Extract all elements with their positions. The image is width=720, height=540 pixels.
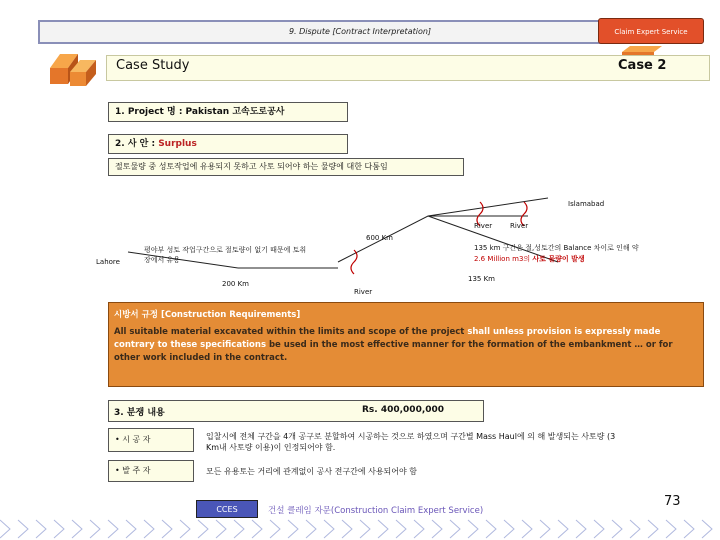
chevron-mark (558, 520, 568, 538)
project-name-box: 1. Project 명 : Pakistan 고속도로공사 (108, 102, 348, 122)
chevron-mark (306, 520, 316, 538)
chevron-mark (36, 520, 46, 538)
chevron-mark (180, 520, 190, 538)
case-number-label: Case 2 (618, 58, 667, 73)
contractor-text: 입찰시에 전체 구간을 4개 공구로 분할하여 시공하는 것으로 하였으며 구간별 Mass Haul에 의 해 발생되는 사토량 (3 Km내 사토량 이용)이 인정되어야 함. (206, 432, 616, 452)
chevron-mark (648, 520, 658, 538)
chevron-mark (18, 520, 28, 538)
chevron-mark (108, 520, 118, 538)
chevron-mark (216, 520, 226, 538)
issue-description: 절토물량 중 성토작업에 유용되지 못하고 사토 되어야 하는 물량에 대한 다툼임 (108, 158, 464, 176)
river-top1-label: River (474, 222, 493, 230)
issue-value: Surplus (158, 139, 197, 149)
balance-note-line1: 135 km 구간은 절,성토간의 Balance 차이로 인해 약 (474, 244, 639, 252)
route-diagram (88, 192, 700, 302)
dispute-amount: Rs. 400,000,000 (362, 405, 445, 415)
chevron-mark (504, 520, 514, 538)
chevron-mark (666, 520, 676, 538)
chevron-mark (72, 520, 82, 538)
balance-line2-pre: 2.6 Million m3의 (474, 255, 533, 263)
dispute-title: 3. 분쟁 내용 (114, 408, 165, 418)
chevron-mark (396, 520, 406, 538)
balance-line2-highlight: 사토 물량이 발생 (532, 255, 585, 263)
chevron-mark (324, 520, 334, 538)
cces-button[interactable]: CCES (196, 500, 258, 518)
distance-600-label: 600 Km (366, 234, 393, 242)
distance-135-label: 135 Km (468, 275, 495, 283)
case-study-label: Case Study (116, 58, 190, 73)
footer-text: 건설 클레임 자문(Construction Claim Expert Service) (268, 506, 484, 516)
chevron-mark (360, 520, 370, 538)
spec-title: 시방서 규정 [Construction Requirements] (114, 310, 301, 320)
chevron-mark (576, 520, 586, 538)
chevron-mark (162, 520, 172, 538)
spec-text (114, 326, 696, 365)
employer-text: 모든 유용토는 거리에 관계없이 공사 전구간에 사용되어야 함 (206, 467, 417, 476)
chevron-mark (594, 520, 604, 538)
chevron-mark (540, 520, 550, 538)
spec-text-part3: be used in the most effective manner for the formation of the embankment … or for other work included in the contract. (114, 340, 673, 363)
river-bottom-label: River (354, 288, 373, 296)
claim-expert-badge: Claim Expert Service (598, 18, 704, 44)
issue-box (108, 134, 348, 154)
islamabad-label: Islamabad (568, 200, 605, 208)
chevron-mark (378, 520, 388, 538)
route-branch-upper (428, 198, 548, 216)
cube-logo-icon (48, 50, 98, 88)
chevron-mark (450, 520, 460, 538)
employer-label: • 발 주 자 (108, 460, 194, 482)
river-top2-label: River (510, 222, 529, 230)
chevron-mark (126, 520, 136, 538)
spec-text-part2: shall unless provision is expressly made contrary to these specifications (114, 327, 661, 350)
chevron-mark (702, 520, 712, 538)
chevron-mark (288, 520, 298, 538)
lahore-label: Lahore (96, 258, 120, 266)
contractor-label: • 시 공 자 (108, 428, 194, 452)
chevron-mark (0, 520, 10, 538)
chevron-mark (252, 520, 262, 538)
distance-200-label: 200 Km (222, 280, 249, 288)
page-number: 73 (664, 494, 681, 509)
chevron-mark (234, 520, 244, 538)
header-title: 9. Dispute [Contract Interpretation] (288, 27, 432, 36)
chevron-mark (90, 520, 100, 538)
balance-note-line2 (474, 254, 585, 263)
chevron-mark (414, 520, 424, 538)
plain-note-line2: 장에서 유용 (144, 256, 181, 264)
chevron-mark (612, 520, 622, 538)
chevron-mark (198, 520, 208, 538)
spec-text-part1: All suitable material excavated within the limits and scope of the project (114, 327, 468, 337)
chevron-mark (342, 520, 352, 538)
chevron-mark (522, 520, 532, 538)
chevron-mark (270, 520, 280, 538)
chevron-mark (144, 520, 154, 538)
chevron-mark (630, 520, 640, 538)
chevron-mark (684, 520, 694, 538)
chevron-mark (468, 520, 478, 538)
issue-prefix: 2. 사 안 : (115, 139, 159, 149)
chevron-mark (432, 520, 442, 538)
plain-note-line1: 평야부 성토 작업구간으로 절토량이 없기 때문에 토취 (144, 246, 307, 254)
chevron-mark (486, 520, 496, 538)
chevron-strip-decoration (0, 518, 720, 540)
chevron-mark (54, 520, 64, 538)
